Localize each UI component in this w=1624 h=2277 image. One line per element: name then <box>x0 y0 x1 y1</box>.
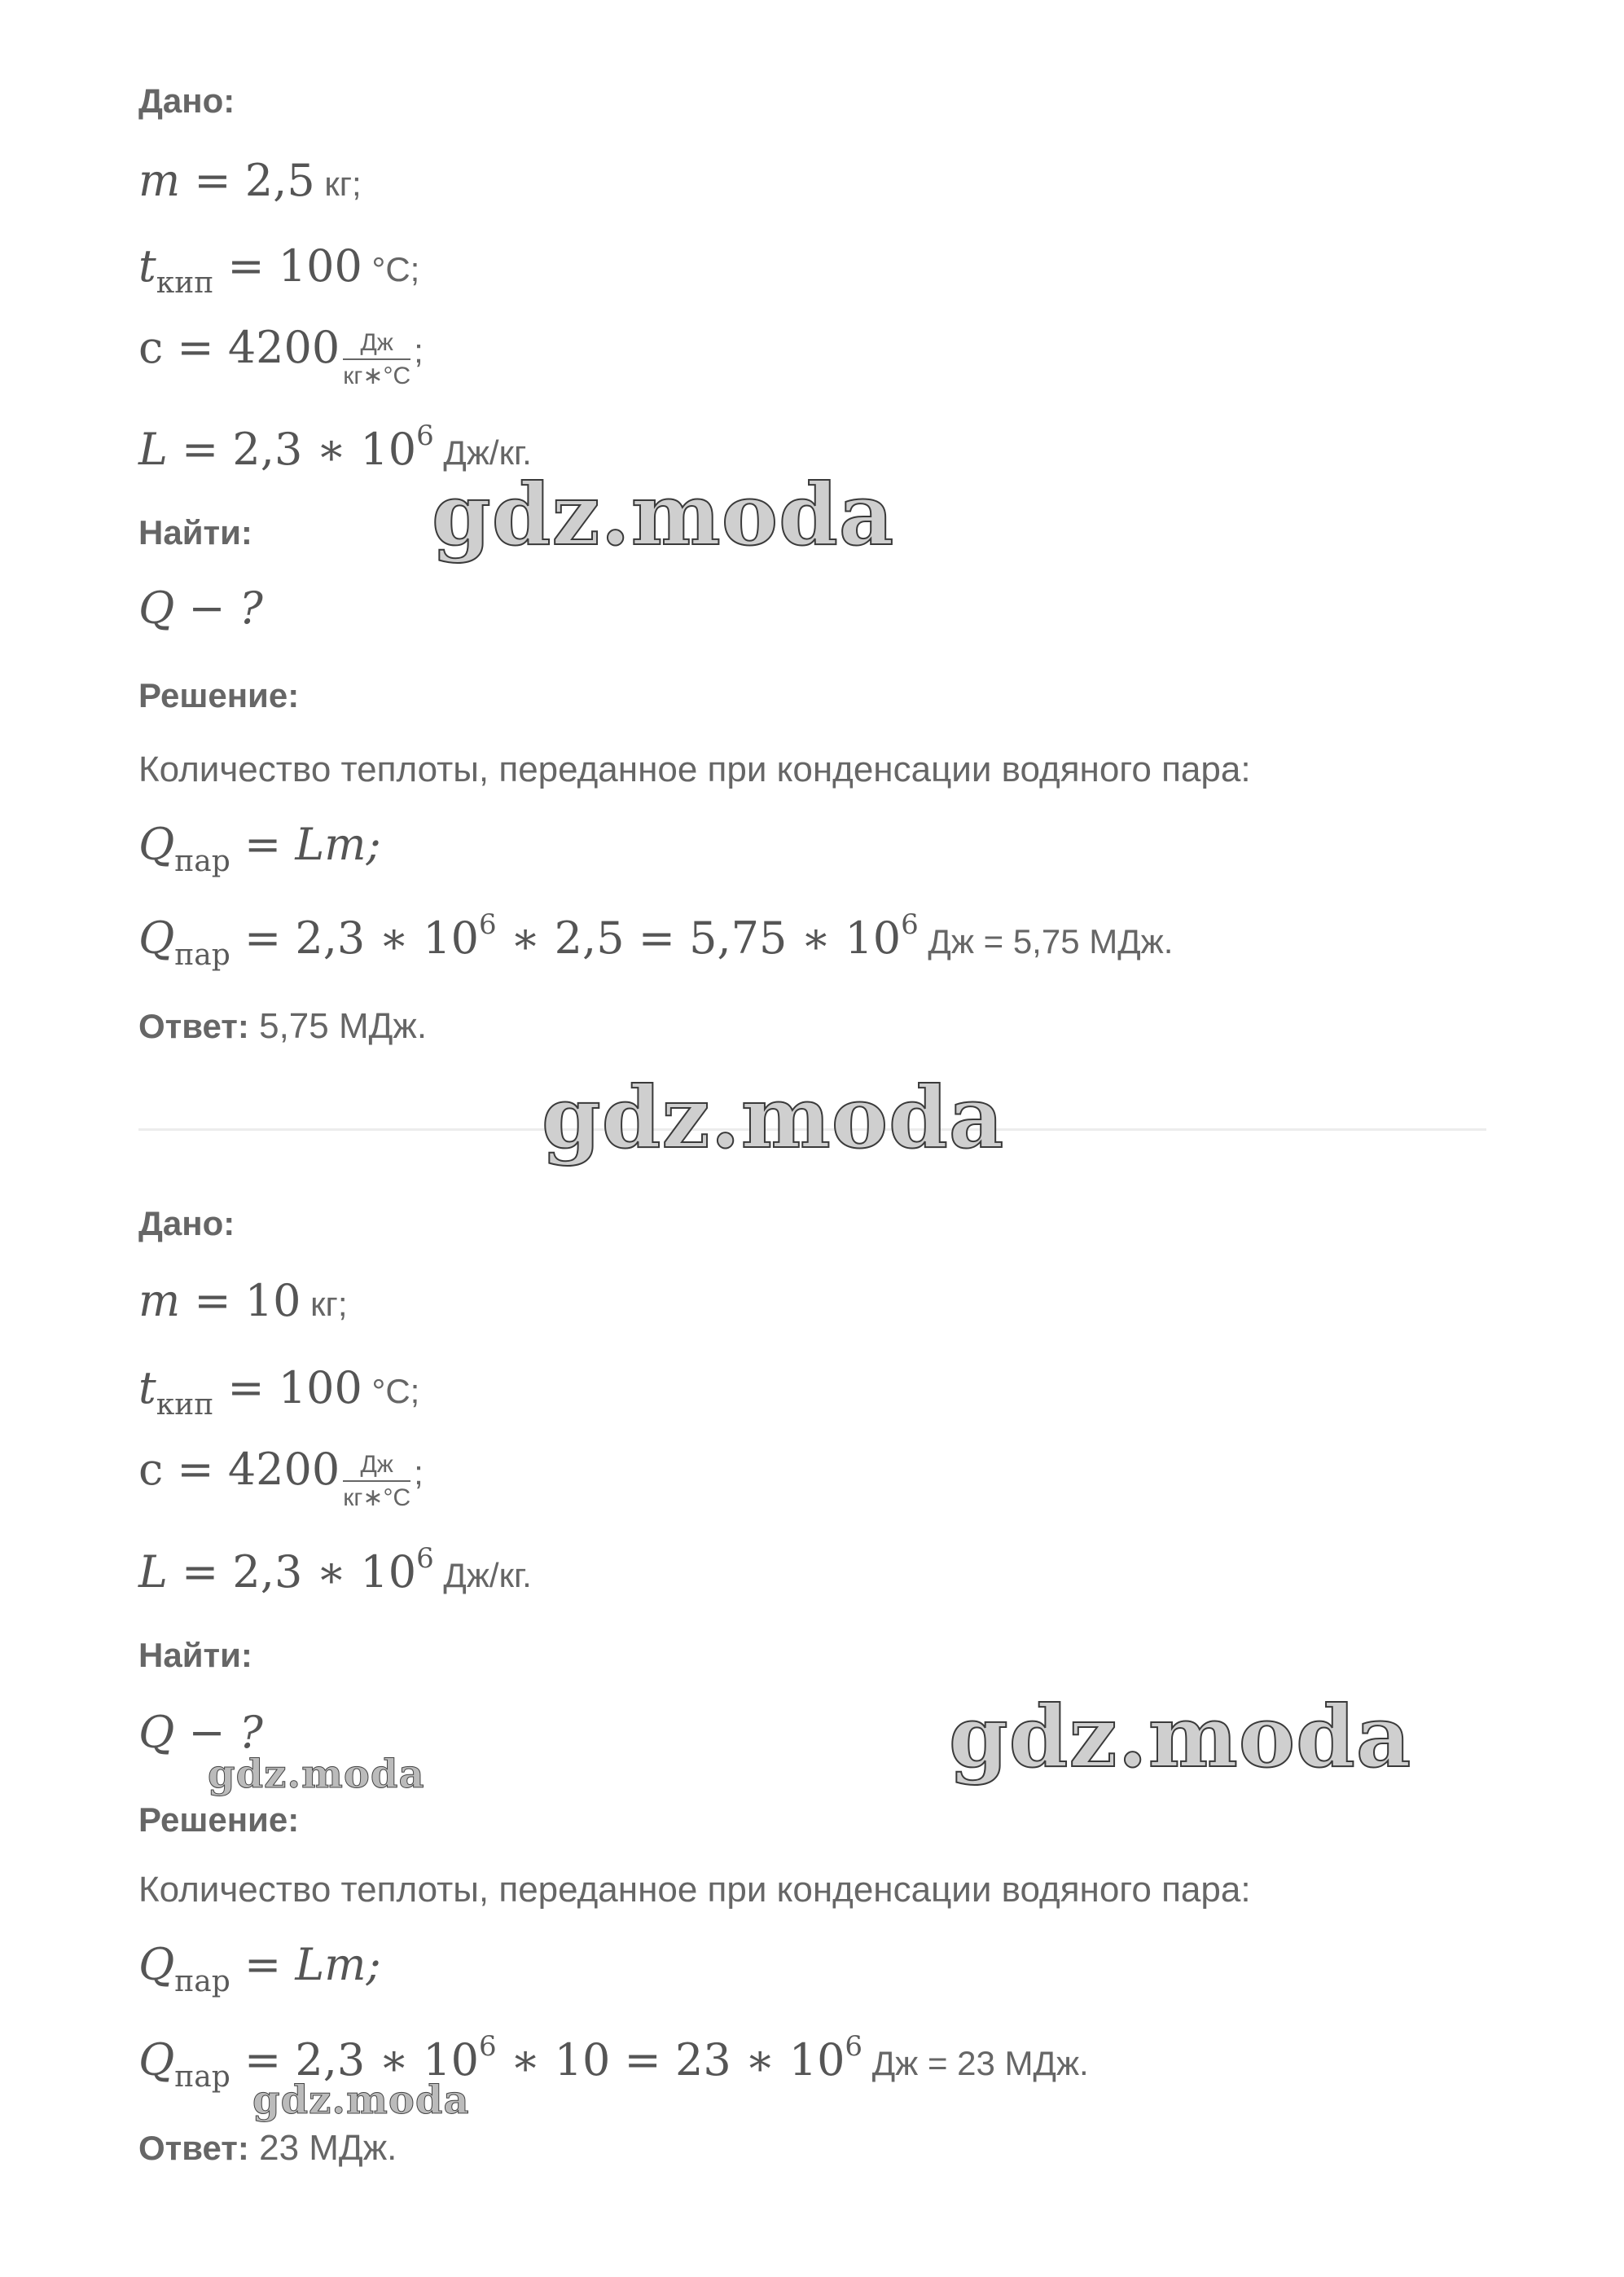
block2-c-unit-fraction <box>343 1451 410 1512</box>
block1-c-unit-fraction <box>343 329 410 390</box>
watermark-logo: gdz.moda <box>252 2077 470 2123</box>
watermark-logo: gdz.moda <box>542 1067 1005 1167</box>
block1-c-denominator: кг∗°С <box>343 362 411 389</box>
block1-answer-label: Ответ: <box>138 1007 249 1045</box>
block2-mass-line <box>138 1275 348 1326</box>
block1-f2-unit: Дж = 5,75 МДж. <box>918 922 1174 960</box>
block1-temp-unit: °С; <box>362 250 420 288</box>
block1-L-exponent: 6 <box>416 420 434 452</box>
block1-heat-capacity-line <box>138 322 424 390</box>
block2-mass-value: = 10 <box>180 1275 301 1326</box>
block1-find-q <box>138 582 263 634</box>
block1-f2-exp1: 6 <box>479 908 497 941</box>
block2-c-value: с = 4200 <box>138 1444 340 1495</box>
block1-answer-value: 5,75 МДж. <box>248 1006 428 1046</box>
block2-c-numerator: Дж <box>343 1451 410 1482</box>
block2-f2-part-a: = 2,3 ∗ 10 <box>230 2034 479 2086</box>
block2-mass-unit: кг; <box>301 1285 348 1323</box>
block1-temp-value: = 100 <box>213 240 362 292</box>
block1-mass-unit: кг; <box>314 165 362 203</box>
watermark-logo: gdz.moda <box>949 1686 1412 1787</box>
block1-f2-part-b: ∗ 2,5 = 5,75 ∗ 10 <box>496 912 902 964</box>
block1-mass-value: = 2,5 <box>180 155 315 206</box>
block1-c-end: ; <box>414 332 424 370</box>
block2-f1-subscript: пар <box>174 1965 230 1998</box>
block1-L-symbol: L <box>138 424 168 475</box>
block1-given-heading: Дано: <box>138 81 235 120</box>
watermark-logo: gdz.moda <box>208 1752 425 1797</box>
block2-temp-unit: °С; <box>362 1372 420 1410</box>
block2-f1-rest: = Lm; <box>230 1939 381 1990</box>
block2-explanation: Количество теплоты, переданное при конденсации водяного пара: <box>138 1870 1251 1910</box>
block2-L-exponent: 6 <box>416 1542 434 1575</box>
block1-L-unit: Дж/кг. <box>433 433 532 472</box>
block2-f2-unit: Дж = 23 МДж. <box>862 2044 1089 2082</box>
block1-c-value: с = 4200 <box>138 322 340 373</box>
block1-find-q-text: Q − ? <box>138 582 263 634</box>
block2-answer <box>138 2128 397 2169</box>
block1-f2-part-a: = 2,3 ∗ 10 <box>230 912 479 964</box>
block1-answer <box>138 1006 427 1047</box>
block1-explanation: Количество теплоты, переданное при конденсации водяного пара: <box>138 749 1251 789</box>
block1-f2-subscript: пар <box>174 938 230 972</box>
block2-f2-part-b: ∗ 10 = 23 ∗ 10 <box>496 2034 845 2086</box>
block2-find-q-text: Q − ? <box>138 1707 263 1758</box>
block2-c-denominator: кг∗°С <box>343 1484 411 1511</box>
block2-L-symbol: L <box>138 1546 168 1598</box>
block1-temp-subscript: кип <box>156 266 214 300</box>
block1-temp-symbol: t <box>138 240 156 292</box>
block2-answer-value: 23 МДж. <box>248 2128 397 2168</box>
block2-f2-exp1: 6 <box>479 2030 497 2063</box>
block1-f1-rest: = Lm; <box>230 819 381 870</box>
block2-latent-heat-line <box>138 1542 532 1598</box>
watermark-logo: gdz.moda <box>432 464 895 565</box>
block2-heat-capacity-line <box>138 1444 424 1512</box>
block2-f1-symbol: Q <box>138 1939 175 1990</box>
block1-boiling-temp-line <box>138 240 419 300</box>
block2-temp-value: = 100 <box>213 1362 362 1413</box>
block2-L-value: = 2,3 ∗ 10 <box>167 1546 417 1598</box>
block2-f2-subscript: пар <box>174 2060 230 2094</box>
block2-temp-subscript: кип <box>156 1388 214 1422</box>
block2-find-heading: Найти: <box>138 1636 252 1674</box>
block1-formula-2 <box>138 908 1173 972</box>
block1-find-heading: Найти: <box>138 513 252 552</box>
block2-f2-exp2: 6 <box>845 2030 863 2063</box>
block1-f1-subscript: пар <box>174 845 230 878</box>
block2-formula-1 <box>138 1939 381 1998</box>
block1-mass-symbol: m <box>138 155 181 206</box>
block2-find-q <box>138 1707 263 1758</box>
block1-c-numerator: Дж <box>343 329 410 360</box>
block1-f1-symbol: Q <box>138 819 175 870</box>
block1-solution-heading: Решение: <box>138 676 300 714</box>
block2-temp-symbol: t <box>138 1362 156 1413</box>
block2-given-heading: Дано: <box>138 1204 235 1242</box>
block2-L-unit: Дж/кг. <box>433 1556 532 1594</box>
block2-c-end: ; <box>414 1453 424 1492</box>
block2-boiling-temp-line <box>138 1362 419 1422</box>
block1-L-value: = 2,3 ∗ 10 <box>167 424 417 475</box>
block1-mass-line <box>138 155 362 206</box>
block2-solution-heading: Решение: <box>138 1800 300 1839</box>
block2-f2-symbol: Q <box>138 2034 175 2086</box>
block1-f2-exp2: 6 <box>901 908 919 941</box>
block1-formula-1 <box>138 819 381 878</box>
block2-mass-symbol: m <box>138 1275 181 1326</box>
block1-f2-symbol: Q <box>138 912 175 964</box>
block2-answer-label: Ответ: <box>138 2129 249 2167</box>
